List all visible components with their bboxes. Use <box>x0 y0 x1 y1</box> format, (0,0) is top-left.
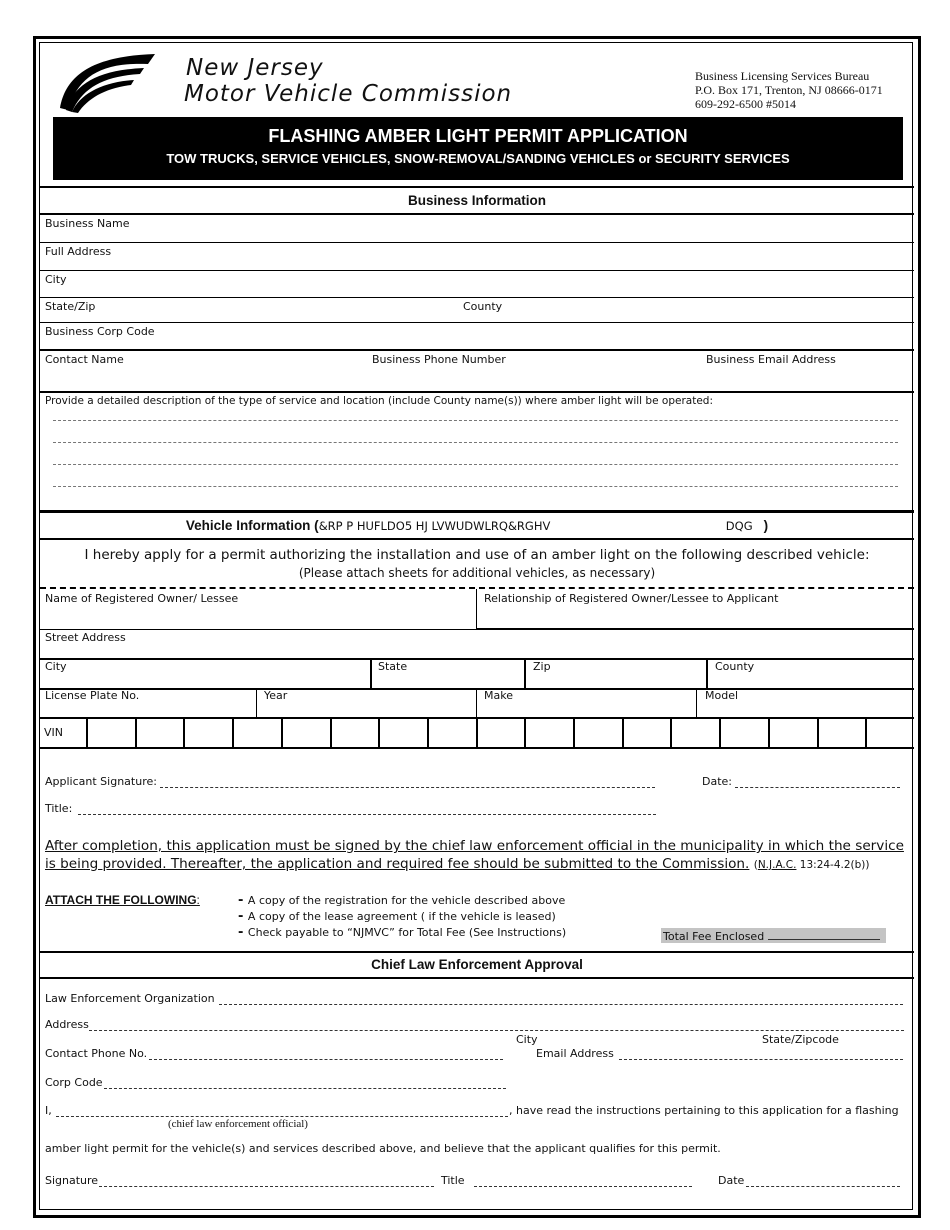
full-address-field[interactable]: Full Address <box>45 245 112 258</box>
attach-list <box>238 893 566 941</box>
vin-box[interactable] <box>330 718 379 748</box>
rule <box>370 658 372 688</box>
contact-name-field[interactable]: Contact Name <box>45 353 124 366</box>
rule <box>40 270 914 271</box>
bureau-address <box>695 69 883 111</box>
rule <box>40 747 914 749</box>
vin-box[interactable] <box>183 718 232 748</box>
make-field[interactable]: Make <box>484 689 513 702</box>
njac-reference <box>754 859 870 871</box>
law-title-label: Title <box>441 1174 465 1187</box>
law-title-line[interactable] <box>474 1175 692 1187</box>
law-org-label: Law Enforcement Organization <box>45 992 215 1005</box>
apply-statement: I hereby apply for a permit authorizing the installation and use of an amber light on the following described vehicle: <box>84 547 870 563</box>
description-line[interactable] <box>53 442 898 443</box>
official-caption: (chief law enforcement official) <box>168 1118 308 1130</box>
form-title: FLASHING AMBER LIGHT PERMIT APPLICATION <box>268 126 688 146</box>
rule <box>40 242 914 243</box>
law-city-caption: City <box>516 1033 538 1046</box>
vin-box[interactable] <box>768 718 817 748</box>
cert-start: I, <box>45 1104 52 1117</box>
bureau-name: Business Licensing Services Bureau <box>695 69 870 83</box>
vin-box[interactable] <box>622 718 671 748</box>
law-email-line[interactable] <box>619 1048 903 1060</box>
rule <box>40 510 914 513</box>
official-name-line[interactable] <box>56 1105 508 1117</box>
rule <box>40 186 914 188</box>
applicant-title-line[interactable] <box>78 803 656 815</box>
mvc-logo <box>58 50 158 114</box>
rule <box>706 658 708 688</box>
business-corp-code-field[interactable]: Business Corp Code <box>45 325 155 338</box>
vin-row <box>40 718 914 748</box>
rule <box>476 688 477 718</box>
attach-item: - A copy of the lease agreement ( if the vehicle is leased) <box>238 909 566 925</box>
rule <box>524 658 526 688</box>
business-section-title: Business Information <box>407 193 547 208</box>
applicant-signature-line[interactable] <box>160 776 655 788</box>
rule <box>40 322 914 323</box>
vehicle-title-text: Vehicle Information ( <box>185 518 319 533</box>
vehicle-section-title <box>40 518 914 533</box>
attach-heading-text: ATTACH THE FOLLOWING <box>45 893 197 907</box>
njac-section: 13:24-4.2(b)) <box>799 859 870 871</box>
vehicle-zip-field[interactable]: Zip <box>533 660 551 673</box>
business-county-field[interactable]: County <box>463 300 503 313</box>
vehicle-title-garbled: &RP P HUFLDO5 HJ LVWUDWLRQ&RGHV DQG <box>318 519 764 533</box>
total-fee-label: Total Fee Enclosed <box>663 930 765 943</box>
rule <box>476 589 477 629</box>
applicant-date-label: Date: <box>702 775 732 788</box>
dashed-rule <box>40 587 914 589</box>
applicant-title-label: Title: <box>45 802 73 815</box>
relationship-field[interactable]: Relationship of Registered Owner/Lessee to Applicant <box>484 592 779 605</box>
rule <box>476 628 914 630</box>
license-plate-field[interactable]: License Plate No. <box>45 689 140 702</box>
bureau-po-box: P.O. Box 171, Trenton, NJ 08666-0171 <box>695 83 883 97</box>
vin-box[interactable] <box>476 718 525 748</box>
law-date-label: Date <box>718 1174 745 1187</box>
year-field[interactable]: Year <box>264 689 288 702</box>
rule <box>40 391 914 393</box>
vin-box[interactable] <box>670 718 719 748</box>
rule <box>40 297 914 298</box>
attach-heading: ATTACH THE FOLLOWING: <box>45 893 200 907</box>
vin-box[interactable] <box>135 718 184 748</box>
applicant-signature-label: Applicant Signature: <box>45 775 157 788</box>
vehicle-county-field[interactable]: County <box>715 660 755 673</box>
owner-name-field[interactable]: Name of Registered Owner/ Lessee <box>45 592 239 605</box>
rule <box>40 688 914 690</box>
vehicle-state-field[interactable]: State <box>378 660 408 673</box>
law-date-line[interactable] <box>746 1175 900 1187</box>
vin-box[interactable] <box>865 718 914 748</box>
description-line[interactable] <box>53 486 898 487</box>
rule <box>40 349 914 351</box>
rule <box>40 629 476 630</box>
cert-mid: , have read the instructions pertaining to this application for a flashing <box>509 1104 899 1117</box>
description-line[interactable] <box>53 420 898 421</box>
vin-box[interactable] <box>573 718 622 748</box>
attach-sheets-note: (Please attach sheets for additional vehicles, as necessary) <box>298 566 656 580</box>
completion-instructions <box>45 837 905 874</box>
street-address-field[interactable]: Street Address <box>45 631 126 644</box>
law-address-label: Address <box>45 1018 89 1031</box>
vin-box[interactable] <box>524 718 573 748</box>
business-phone-field[interactable]: Business Phone Number <box>372 353 506 366</box>
njac-label: N.J.A.C. <box>757 859 797 871</box>
vin-box[interactable] <box>817 718 866 748</box>
njac-open: ( <box>753 859 758 871</box>
rule <box>40 538 914 540</box>
total-fee-line <box>768 928 880 940</box>
description-line[interactable] <box>53 464 898 465</box>
business-name-field[interactable]: Business Name <box>45 217 130 230</box>
form-subtitle: TOW TRUCKS, SERVICE VEHICLES, SNOW-REMOVAL/SANDING VEHICLES or SECURITY SERVICES <box>166 151 790 166</box>
rule <box>696 688 697 718</box>
vin-label: VIN <box>44 726 63 739</box>
business-state-zip-field[interactable]: State/Zip <box>45 300 96 313</box>
description-prompt: Provide a detailed description of the type of service and location (include County name(s)) where amber light will be operated: <box>45 395 713 407</box>
business-email-field[interactable]: Business Email Address <box>706 353 836 366</box>
rule <box>40 658 914 660</box>
applicant-date-line[interactable] <box>735 776 900 788</box>
law-org-line[interactable] <box>219 993 903 1005</box>
law-signature-line[interactable] <box>99 1175 434 1187</box>
org-name-line2: Motor Vehicle Commission <box>184 81 513 107</box>
law-corp-code-label: Corp Code <box>45 1076 103 1089</box>
law-state-zip-caption: State/Zipcode <box>762 1033 839 1046</box>
law-email-label: Email Address <box>536 1047 614 1060</box>
rule <box>40 213 914 215</box>
law-section-title: Chief Law Enforcement Approval <box>371 957 583 972</box>
model-field[interactable]: Model <box>705 689 739 702</box>
rule <box>40 951 914 953</box>
completion-text: After completion, this application must be signed by the chief law enforcement official in the municipality in which the service is being provided. Thereafter, the application and required fee should be submitted to the Commission. <box>45 838 904 872</box>
law-signature-label: Signature <box>45 1174 99 1187</box>
law-phone-label: Contact Phone No. <box>45 1047 148 1060</box>
vin-box[interactable] <box>281 718 330 748</box>
attach-item: - Check payable to “NJMVC” for Total Fee (See Instructions) <box>238 925 566 941</box>
rule <box>40 977 914 979</box>
vehicle-title-close: ) <box>763 518 769 533</box>
law-address-line[interactable] <box>89 1019 904 1031</box>
vin-box[interactable] <box>719 718 768 748</box>
bureau-phone: 609-292-6500 #5014 <box>695 97 796 111</box>
org-name-line1: New Jersey <box>186 55 324 81</box>
vin-box[interactable] <box>427 718 476 748</box>
vin-box[interactable] <box>86 718 135 748</box>
law-phone-line[interactable] <box>149 1048 503 1060</box>
cert-end: amber light permit for the vehicle(s) and services described above, and believe that the applicant qualifies for this permit. <box>45 1142 721 1155</box>
attach-item: - A copy of the registration for the vehicle described above <box>238 893 566 909</box>
law-corp-code-line[interactable] <box>104 1077 506 1089</box>
vin-box[interactable] <box>378 718 427 748</box>
vin-box[interactable] <box>232 718 281 748</box>
rule <box>256 688 257 718</box>
vehicle-city-field[interactable]: City <box>45 660 67 673</box>
title-banner <box>53 117 903 180</box>
total-fee-box[interactable] <box>661 928 886 943</box>
business-city-field[interactable]: City <box>45 273 67 286</box>
